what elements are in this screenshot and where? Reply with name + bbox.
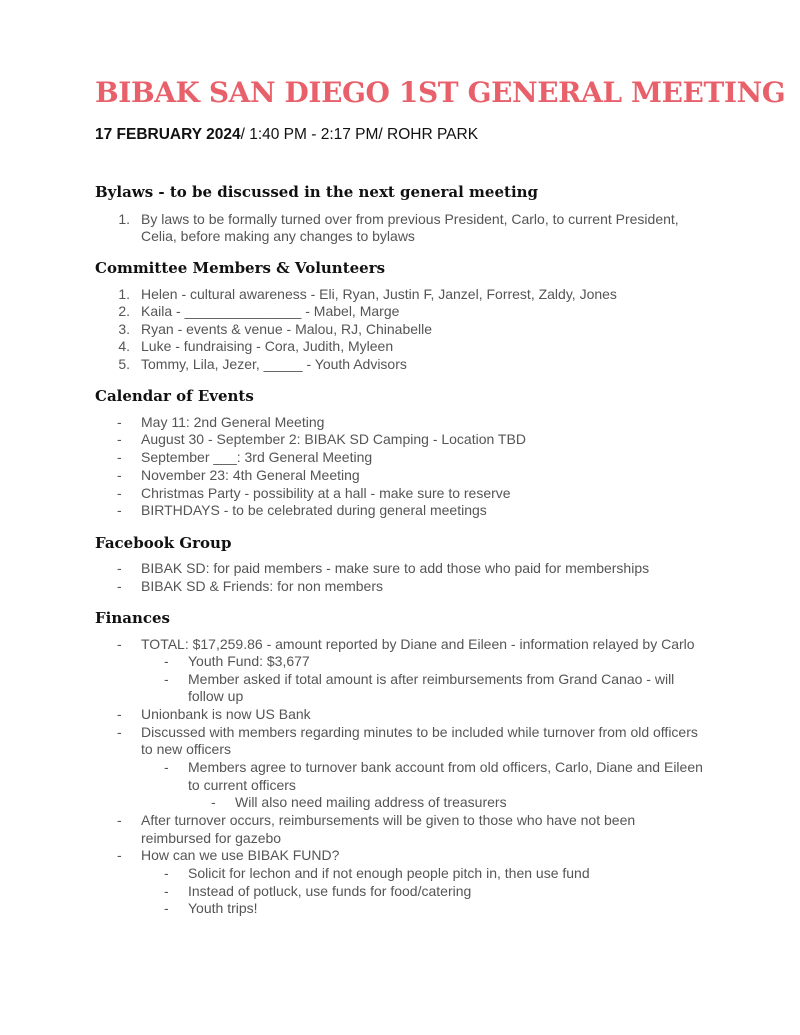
dash-bullet: - [117,449,122,465]
committee-item: Kaila - _______________ - Mabel, Marge [141,303,400,319]
meeting-time-location: / 1:40 PM - 2:17 PM/ ROHR PARK [240,126,479,143]
calendar-item: November 23: 4th General Meeting [141,467,360,483]
dash-bullet: - [164,759,169,775]
finances-line: How can we use BIBAK FUND? [141,847,340,863]
dash-bullet: - [164,900,169,916]
finances-line: Discussed with members regarding minutes to be included while turnover from old officers [141,724,698,740]
list-number: 5. [118,356,130,372]
dash-bullet: - [164,883,169,899]
calendar-heading: Calendar of Events [95,387,254,405]
finances-line: follow up [188,688,244,704]
dash-bullet: - [211,794,216,810]
committee-item: Helen - cultural awareness - Eli, Ryan, Justin F, Janzel, Forrest, Zaldy, Jones [141,286,617,302]
list-number: 1. [118,286,130,302]
calendar-item: Christmas Party - possibility at a hall - make sure to reserve [141,485,511,501]
committee-item: Ryan - events & venue - Malou, RJ, Chinabelle [141,321,433,337]
dash-bullet: - [117,502,122,518]
committee-heading: Committee Members & Volunteers [95,259,386,277]
finances-line: Solicit for lechon and if not enough people pitch in, then use fund [188,865,590,881]
facebook-item: BIBAK SD & Friends: for non members [141,578,383,594]
finances-line: to current officers [188,777,296,793]
calendar-item: September ___: 3rd General Meeting [141,449,373,465]
committee-item: Luke - fundraising - Cora, Judith, Myleen [141,338,394,354]
bylaws-item-line: Celia, before making any changes to bylaws [141,228,415,244]
list-number: 2. [118,303,130,319]
meeting-info [95,126,478,144]
list-number: 4. [118,338,130,354]
document-title: BIBAK SAN DIEGO 1ST GENERAL MEETING [95,76,786,109]
finances-line: After turnover occurs, reimbursements will be given to those who have not been [141,812,636,828]
dash-bullet: - [117,578,122,594]
list-number: 1. [118,211,130,227]
dash-bullet: - [164,671,169,687]
finances-line: reimbursed for gazebo [141,830,282,846]
calendar-item: May 11: 2nd General Meeting [141,414,325,430]
finances-line: TOTAL: $17,259.86 - amount reported by Diane and Eileen - information relayed by Carlo [141,636,695,652]
dash-bullet: - [117,431,122,447]
dash-bullet: - [117,560,122,576]
dash-bullet: - [117,636,122,652]
meeting-date: 17 FEBRUARY 2024 [95,126,241,143]
calendar-item: BIRTHDAYS - to be celebrated during general meetings [141,502,487,518]
bylaws-heading: Bylaws - to be discussed in the next general meeting [95,183,539,201]
finances-heading: Finances [95,609,170,627]
dash-bullet: - [117,724,122,740]
bylaws-item-line: By laws to be formally turned over from previous President, Carlo, to current President, [141,211,679,227]
finances-line: Will also need mailing address of treasurers [235,794,507,810]
finances-line: Member asked if total amount is after reimbursements from Grand Canao - will [188,671,675,687]
committee-item: Tommy, Lila, Jezer, _____ - Youth Advisors [141,356,407,372]
dash-bullet: - [164,653,169,669]
finances-line: Youth Fund: $3,677 [188,653,310,669]
calendar-item: August 30 - September 2: BIBAK SD Camping - Location TBD [141,431,526,447]
finances-line: Youth trips! [188,900,258,916]
finances-line: to new officers [141,741,232,757]
finances-line: Instead of potluck, use funds for food/catering [188,883,472,899]
finances-line: Members agree to turnover bank account from old officers, Carlo, Diane and Eileen [188,759,703,775]
dash-bullet: - [117,847,122,863]
facebook-item: BIBAK SD: for paid members - make sure to add those who paid for memberships [141,560,650,576]
list-number: 3. [118,321,130,337]
dash-bullet: - [117,414,122,430]
dash-bullet: - [164,865,169,881]
dash-bullet: - [117,485,122,501]
finances-line: Unionbank is now US Bank [141,706,311,722]
dash-bullet: - [117,467,122,483]
facebook-heading: Facebook Group [95,534,232,552]
dash-bullet: - [117,706,122,722]
dash-bullet: - [117,812,122,828]
